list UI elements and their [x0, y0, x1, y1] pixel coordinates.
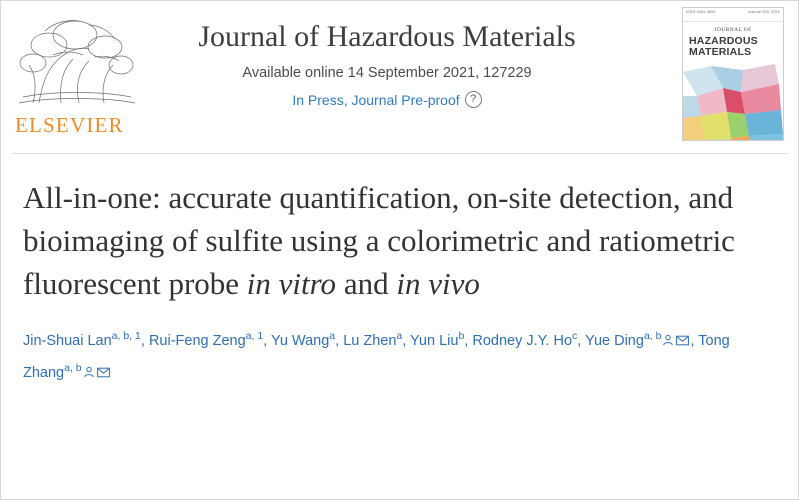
- author-name[interactable]: Jin-Shuai Lan: [23, 332, 112, 349]
- title-italic-in-vitro: in vitro: [246, 266, 337, 301]
- journal-status: [151, 91, 623, 108]
- author-name[interactable]: Rodney J.Y. Ho: [472, 332, 573, 349]
- author-separator: ,: [464, 332, 473, 349]
- cover-artwork-graphic: [683, 62, 783, 141]
- cover-artwork: [683, 62, 783, 141]
- journal-cover-thumbnail[interactable]: [682, 7, 784, 141]
- cover-name-line2: MATERIALS: [689, 46, 752, 58]
- elsevier-logo: [9, 7, 145, 139]
- title-text-and: and: [336, 266, 397, 301]
- cover-name-line1: HAZARDOUS: [689, 35, 758, 47]
- title-text-main: All-in-one: accurate quantification, on-site detection, and bioimaging of sulfite using a colorimetric and ratiometric fluorescent probe: [23, 180, 735, 301]
- author-name[interactable]: Tong Zhang: [23, 332, 730, 381]
- cover-volume: Volume 000, 2021: [747, 9, 780, 14]
- author-item[interactable]: [148, 330, 264, 349]
- author-item[interactable]: [343, 330, 403, 349]
- person-icon[interactable]: [83, 361, 95, 387]
- question-mark-icon[interactable]: ?: [465, 91, 482, 108]
- envelope-icon[interactable]: [97, 361, 110, 387]
- author-affiliation-marks: a, 1: [245, 330, 264, 342]
- author-affiliation-marks: c: [572, 330, 578, 342]
- cover-brand-line: JOURNAL OF: [714, 27, 752, 33]
- cover-issn: ISSN 0304-3894: [686, 9, 716, 14]
- journal-status-label: In Press, Journal Pre-proof: [292, 91, 460, 108]
- author-separator: ,: [140, 332, 149, 349]
- author-affiliation-marks: a, b, 1: [111, 330, 141, 342]
- author-item[interactable]: [472, 330, 578, 349]
- elsevier-wordmark: ELSEVIER: [15, 113, 124, 137]
- author-item[interactable]: [270, 330, 336, 349]
- page-title: [1, 154, 798, 305]
- journal-header: [1, 1, 798, 153]
- person-icon[interactable]: [662, 329, 674, 355]
- author-affiliation-marks: a, b: [643, 330, 662, 342]
- author-name[interactable]: Yun Liu: [410, 332, 459, 349]
- journal-title: Journal of Hazardous Materials: [198, 20, 576, 53]
- author-item[interactable]: [23, 330, 141, 349]
- author-separator: ,: [335, 332, 344, 349]
- author-name[interactable]: Lu Zhen: [343, 332, 397, 349]
- author-name[interactable]: Yu Wang: [270, 332, 330, 349]
- envelope-icon[interactable]: [676, 329, 689, 355]
- author-affiliation-marks: a: [329, 330, 336, 342]
- author-separator: ,: [402, 332, 411, 349]
- elsevier-tree-icon: [9, 7, 145, 111]
- title-italic-in-vivo: in vivo: [396, 266, 480, 301]
- author-list: [1, 305, 798, 387]
- author-item[interactable]: [410, 330, 465, 349]
- author-name[interactable]: Yue Ding: [585, 332, 644, 349]
- author-affiliation-marks: b: [458, 330, 465, 342]
- author-separator: ,: [577, 332, 586, 349]
- cover-journal-name: [683, 33, 783, 62]
- author-separator: ,: [690, 332, 699, 349]
- journal-availability: Available online 14 September 2021, 127229: [242, 65, 532, 81]
- author-separator: ,: [263, 332, 271, 349]
- author-item[interactable]: [585, 330, 662, 349]
- author-affiliation-marks: a: [396, 330, 403, 342]
- journal-info: [151, 19, 623, 108]
- author-name[interactable]: Rui-Feng Zeng: [148, 332, 246, 349]
- cover-header-strip: [683, 8, 783, 22]
- author-affiliation-marks: a, b: [64, 361, 82, 374]
